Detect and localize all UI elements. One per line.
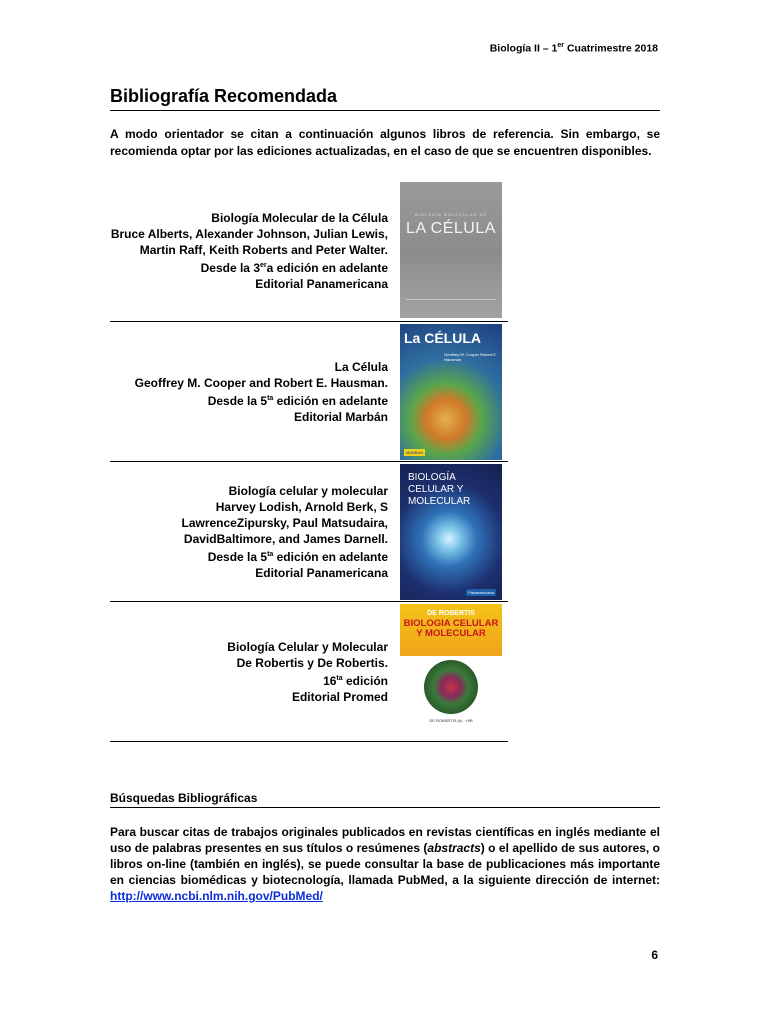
cover-title: BIOLOGIA CELULAR Y MOLECULAR bbox=[403, 618, 499, 639]
cover-footer: DE ROBERTIS (h) · HIB bbox=[429, 718, 473, 723]
book-list bbox=[110, 180, 508, 742]
cover-decoration bbox=[406, 299, 496, 300]
book-edition: Desde la $5^{ta}$ edición en adelante bbox=[207, 549, 388, 564]
book-cover-image bbox=[400, 182, 502, 318]
book-edition: Desde la $5^{ta}$ edición en adelante bbox=[207, 393, 388, 408]
book-edition: $16^{ta}$ edición bbox=[323, 673, 388, 688]
book-title: Biología Celular y Molecular bbox=[227, 639, 388, 654]
book-title: Biología Molecular de la Célula bbox=[211, 210, 388, 225]
book-authors: Harvey Lodish, Arnold Berk, S LawrenceZipursky, Paul Matsudaira, DavidBaltimore, and James Darnell. bbox=[181, 499, 388, 546]
book-cover-image bbox=[400, 604, 502, 740]
book-authors: Geoffrey M. Cooper and Robert E. Hausman. bbox=[134, 375, 388, 390]
cover-subtitle: BIOLOGÍA MOLECULAR DE bbox=[414, 212, 488, 217]
cover-authors: DE ROBERTIS bbox=[427, 610, 475, 617]
book-info bbox=[110, 180, 400, 321]
book-row bbox=[110, 322, 508, 462]
book-cover-image bbox=[400, 324, 502, 460]
book-authors: Bruce Alberts, Alexander Johnson, Julian Lewis, Martin Raff, Keith Roberts and Peter Walter. bbox=[110, 226, 388, 257]
cover-title: BIOLOGÍA CELULAR Y MOLECULAR bbox=[408, 472, 471, 507]
book-row bbox=[110, 602, 508, 742]
pubmed-link[interactable]: http://www.ncbi.nlm.nih.gov/PubMed/ bbox=[110, 889, 323, 903]
running-header: Biología II – 1er Cuatrimestre 2018 bbox=[489, 42, 658, 55]
book-publisher: Editorial Panamericana bbox=[255, 276, 388, 291]
cover-title: LA CÉLULA bbox=[406, 220, 496, 237]
book-info bbox=[110, 602, 400, 741]
cell-illustration bbox=[424, 660, 478, 714]
searches-heading: Búsquedas Bibliográficas bbox=[110, 791, 660, 808]
book-publisher: Editorial Marbán bbox=[293, 409, 388, 424]
book-row bbox=[110, 180, 508, 322]
book-publisher: Editorial Panamericana bbox=[255, 565, 388, 580]
book-cover-image bbox=[400, 464, 502, 600]
book-title: Biología celular y molecular bbox=[228, 483, 388, 498]
book-edition: Desde la 3era edición en adelante bbox=[200, 260, 388, 275]
cover-publisher: Panamericana bbox=[468, 590, 494, 595]
book-row bbox=[110, 462, 508, 602]
page-number: 6 bbox=[651, 948, 658, 962]
cover-title: La CÉLULA bbox=[404, 330, 481, 346]
book-publisher: Editorial Promed bbox=[291, 689, 388, 704]
section-title: Bibliografía Recomendada bbox=[110, 86, 660, 111]
cover-publisher: MARBAN bbox=[406, 450, 424, 455]
book-info bbox=[110, 462, 400, 601]
intro-paragraph: A modo orientador se citan a continuación algunos libros de referencia. Sin embargo, se recomienda optar por las ediciones actualizadas, en el caso de que se encuentren disponibles. bbox=[110, 127, 660, 158]
book-authors: De Robertis y De Robertis. bbox=[236, 655, 388, 670]
book-info bbox=[110, 322, 400, 461]
cover-authors: Geoffrey M. Cooper Robert E. Hausman bbox=[444, 352, 498, 362]
searches-paragraph: Para buscar citas de trabajos originales publicados en revistas científicas en inglés mediante el uso de palabras presentes en sus títulos o resúmenes (abstracts) o el apellido de sus autores, o libros on-line (también en inglés), se puede consultar la base de publicaciones más importante en ciencias biomédicas y biotecnología, llamada PubMed, a la siguiente dirección de internet: http://www.ncbi.nlm.nih.gov/PubMed/ bbox=[110, 825, 660, 903]
book-title: La Célula bbox=[334, 359, 388, 374]
